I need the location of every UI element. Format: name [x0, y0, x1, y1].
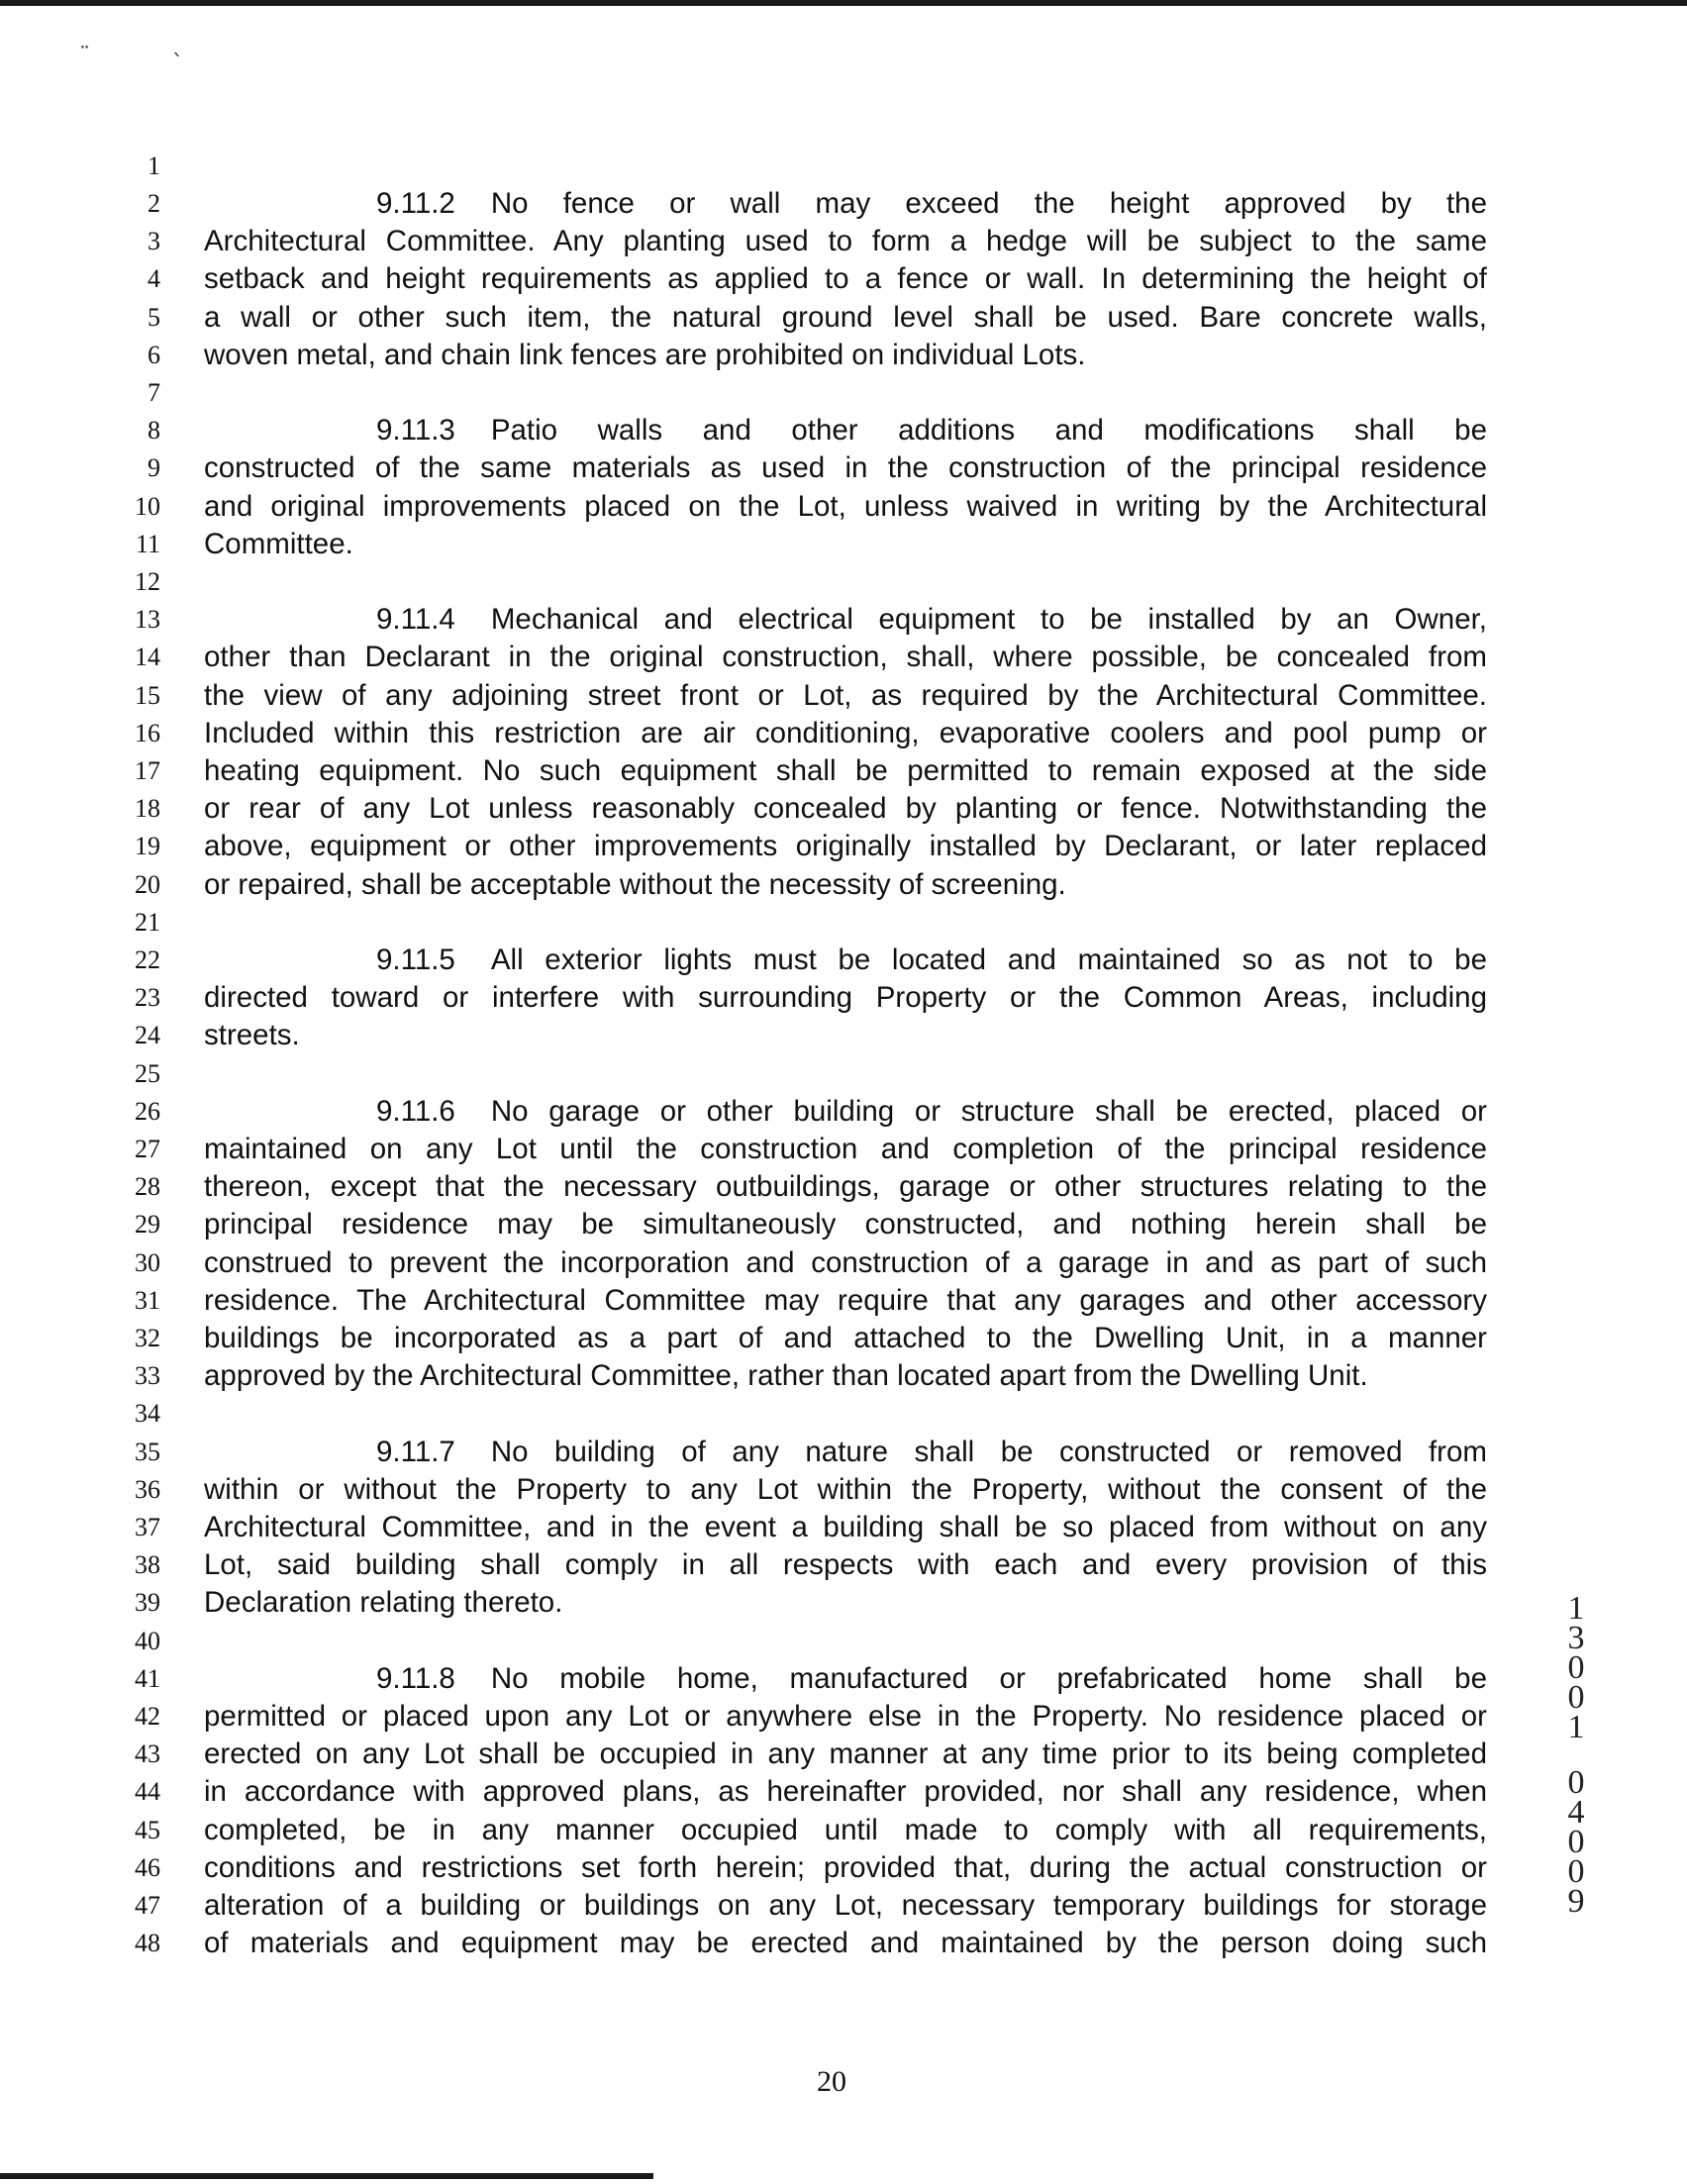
text-line: conditions and restrictions set forth herein; provided that, during the actual construction or: [204, 1850, 1487, 1884]
text-line: erected on any Lot shall be occupied in any manner at any time prior to its being completed: [204, 1737, 1487, 1771]
text-line: woven metal, and chain link fences are prohibited on individual Lots.: [204, 338, 1086, 371]
section-number: 9.11.3: [376, 414, 455, 447]
line-number: 40: [135, 1626, 160, 1655]
text-line: Committee.: [204, 527, 353, 560]
line-number: 7: [148, 378, 160, 407]
line-number: 44: [135, 1777, 160, 1807]
line-number: 38: [135, 1550, 160, 1580]
text-line: or rear of any Lot unless reasonably concealed by planting or fence. Notwithstanding the: [204, 792, 1487, 826]
line-number: 28: [135, 1172, 160, 1202]
line-number: 34: [135, 1399, 160, 1429]
text-line: a wall or other such item, the natural ground level shall be used. Bare concrete walls,: [204, 300, 1487, 334]
line-number: 8: [148, 416, 160, 446]
text-line: the view of any adjoining street front or Lot, as required by the Architectural Committee.: [204, 678, 1487, 712]
text-line: in accordance with approved plans, as hereinafter provided, nor shall any residence, when: [204, 1775, 1487, 1809]
section-number: 9.11.8: [376, 1661, 455, 1695]
stamp-digit: 0: [1567, 1679, 1585, 1716]
text-line: maintained on any Lot until the construction and completion of the principal residence: [204, 1133, 1487, 1165]
line-number: 20: [135, 869, 160, 899]
line-number: 21: [135, 907, 160, 937]
line-number: 27: [135, 1135, 160, 1163]
line-number: 43: [135, 1739, 160, 1769]
text-line: constructed of the same materials as used in the construction of the principal residence: [204, 451, 1487, 485]
line-number: 35: [135, 1437, 160, 1466]
line-number: 2: [148, 189, 160, 218]
text-line: or repaired, shall be acceptable without the necessity of screening.: [204, 867, 1066, 901]
page-number: 20: [817, 2065, 846, 2098]
section-text: Mechanical and electrical equipment to be installed by an Owner,: [490, 603, 1487, 637]
text-line: [376, 416, 1487, 446]
line-number: 32: [135, 1324, 160, 1352]
line-number: 16: [135, 718, 160, 747]
line-number: 1: [148, 150, 160, 180]
text-line: Declaration relating thereto.: [204, 1586, 563, 1620]
line-number: 26: [135, 1096, 160, 1126]
text-line: [376, 189, 1487, 219]
text-line: Included within this restriction are air conditioning, evaporative coolers and pool pump or: [204, 716, 1487, 749]
line-number: 3: [148, 227, 160, 256]
text-line: completed, be in any manner occupied until made to comply with all requirements,: [204, 1813, 1487, 1846]
text-line: of materials and equipment may be erected and maintained by the person doing such: [204, 1927, 1487, 1960]
line-number: 23: [135, 983, 160, 1013]
text-line: principal residence may be simultaneously constructed, and nothing herein shall be: [204, 1208, 1487, 1241]
line-number: 10: [135, 491, 160, 521]
line-number: 22: [135, 945, 160, 974]
text-line: thereon, except that the necessary outbuildings, garage or other structures relating to the: [204, 1170, 1487, 1204]
line-number: 5: [148, 302, 160, 332]
line-number: 45: [135, 1815, 160, 1844]
line-number: 14: [135, 643, 160, 672]
text-line: [376, 1435, 1487, 1468]
text-line: permitted or placed upon any Lot or anywhere else in the Property. No residence placed or: [204, 1700, 1487, 1733]
text-line: construed to prevent the incorporation and construction of a garage in and as part of such: [204, 1245, 1487, 1279]
stamp-digit: 1: [1567, 1590, 1585, 1627]
line-number: 42: [135, 1702, 160, 1731]
section-number: 9.11.6: [376, 1094, 455, 1128]
section-text: No garage or other building or structure shall be erected, placed or: [490, 1094, 1487, 1128]
text-line: Architectural Committee, and in the event a building shall be so placed from without on any: [204, 1511, 1487, 1543]
stamp-digit: 0: [1567, 1853, 1585, 1890]
text-line: alteration of a building or buildings on any Lot, necessary temporary buildings for storage: [204, 1889, 1487, 1922]
section-number: 9.11.4: [376, 603, 455, 637]
line-number: 9: [148, 453, 160, 483]
section-text: All exterior lights must be located and maintained so as not to be: [490, 943, 1487, 976]
line-number: 36: [135, 1474, 160, 1504]
stamp-digit: 0: [1567, 1764, 1585, 1801]
line-number: 17: [135, 756, 160, 785]
text-line: [376, 1661, 1487, 1695]
text-line: streets.: [204, 1019, 300, 1052]
section-text: Patio walls and other additions and modifications shall be: [490, 414, 1487, 447]
line-number: 29: [135, 1210, 160, 1240]
section-number: 9.11.2: [376, 187, 455, 220]
line-number: 12: [135, 567, 160, 596]
section-number: 9.11.7: [376, 1435, 455, 1468]
text-line: Lot, said building shall comply in all respects with each and every provision of this: [204, 1548, 1487, 1582]
text-line: [376, 1094, 1487, 1128]
line-number: 13: [135, 605, 160, 635]
section-text: No building of any nature shall be constructed or removed from: [490, 1435, 1487, 1468]
text-line: setback and height requirements as applied to a fence or wall. In determining the height of: [204, 262, 1487, 296]
text-line: within or without the Property to any Lot within the Property, without the consent of the: [204, 1472, 1487, 1506]
line-number: 46: [135, 1852, 160, 1882]
text-line: buildings be incorporated as a part of and attached to the Dwelling Unit, in a manner: [204, 1322, 1487, 1354]
line-number: 19: [135, 832, 160, 861]
section-number: 9.11.5: [376, 943, 455, 976]
section-text: No mobile home, manufactured or prefabricated home shall be: [490, 1661, 1487, 1695]
line-number: 30: [135, 1247, 160, 1277]
line-number: 37: [135, 1513, 160, 1541]
text-line: and original improvements placed on the Lot, unless waived in writing by the Architectural: [204, 489, 1487, 523]
line-number: 15: [135, 680, 160, 710]
stamp-digit: 3: [1567, 1620, 1585, 1656]
line-number: 33: [135, 1361, 160, 1391]
line-number: 47: [135, 1891, 160, 1920]
scan-bottom-border: [0, 2173, 653, 2179]
text-line: Architectural Committee. Any planting used to form a hedge will be subject to the same: [204, 225, 1487, 258]
text-line: heating equipment. No such equipment shall be permitted to remain exposed at the side: [204, 754, 1487, 787]
text-line: other than Declarant in the original construction, shall, where possible, be concealed from: [204, 641, 1487, 674]
stamp-digit: 0: [1567, 1824, 1585, 1860]
line-number: 18: [135, 794, 160, 824]
line-number: 6: [148, 340, 160, 369]
line-number: 48: [135, 1929, 160, 1958]
text-line: residence. The Architectural Committee may require that any garages and other accessory: [204, 1283, 1487, 1317]
line-number: 39: [135, 1588, 160, 1618]
stamp-digit: 0: [1567, 1649, 1585, 1686]
stamp-digit: 4: [1567, 1794, 1585, 1831]
line-number: 11: [135, 529, 160, 558]
stamp-digit: 9: [1567, 1883, 1585, 1920]
recording-stamp: [1558, 1590, 1594, 1920]
scan-speck: ¨: [79, 44, 90, 68]
scan-top-border: [0, 0, 1687, 6]
text-line: above, equipment or other improvements originally installed by Declarant, or later replaced: [204, 830, 1487, 863]
text-line: directed toward or interfere with surrounding Property or the Common Areas, including: [204, 981, 1487, 1015]
line-number: 4: [148, 264, 160, 294]
text-line: [376, 605, 1487, 635]
line-number: 25: [135, 1058, 160, 1088]
scan-speck: ˋ: [172, 51, 183, 76]
line-number: 31: [135, 1285, 160, 1315]
text-line: [376, 945, 1487, 975]
line-number: 41: [135, 1663, 160, 1693]
text-line: approved by the Architectural Committee, rather than located apart from the Dwelling Unit.: [204, 1359, 1368, 1393]
line-number: 24: [135, 1021, 160, 1050]
section-text: No fence or wall may exceed the height approved by the: [490, 187, 1487, 220]
stamp-digit: 1: [1567, 1709, 1585, 1745]
